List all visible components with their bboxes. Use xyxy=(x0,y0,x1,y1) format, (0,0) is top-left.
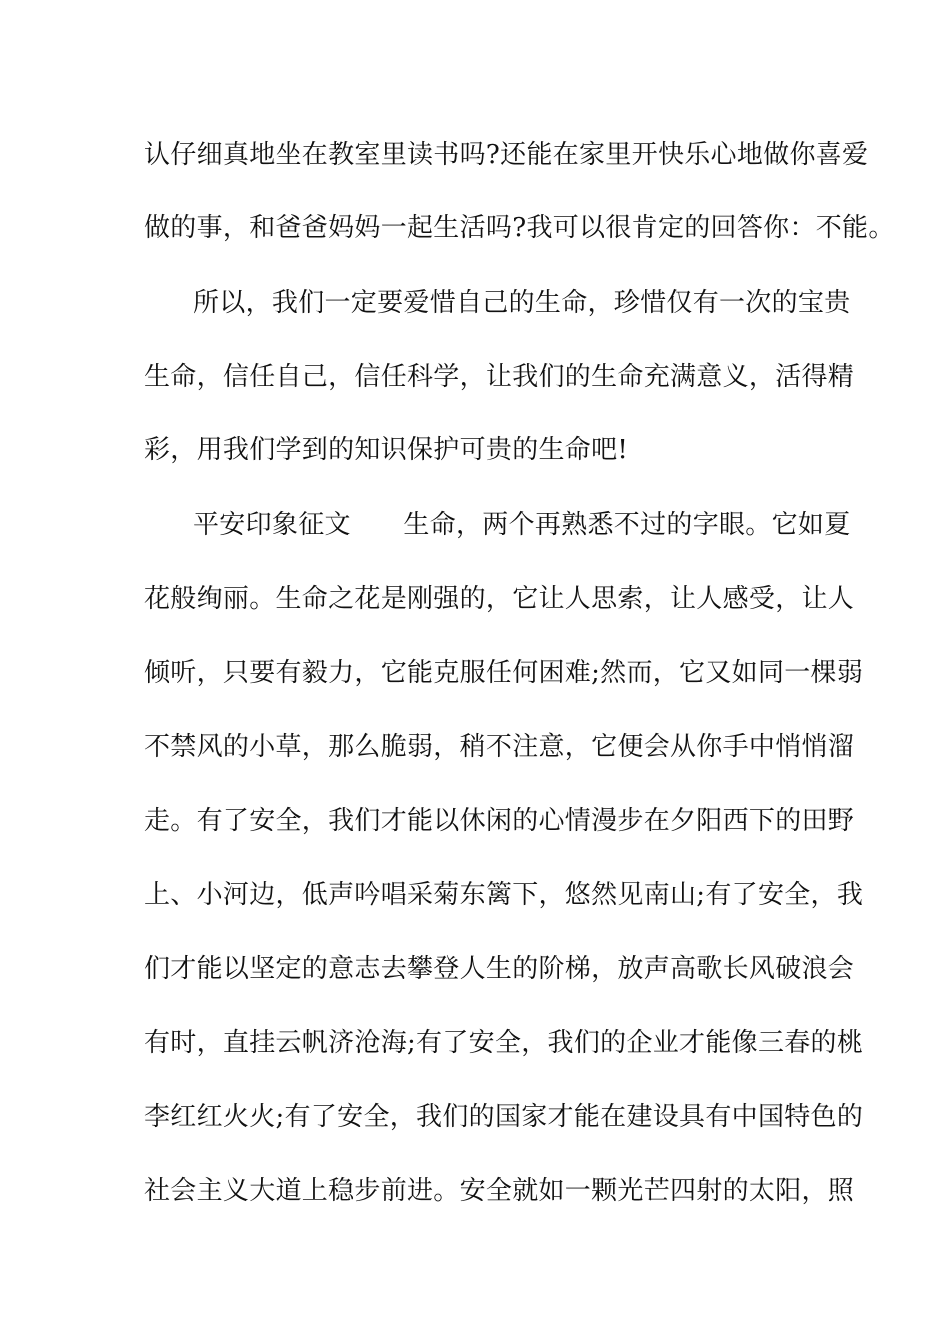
text-line-7: 花般绚丽。生命之花是刚强的，它让人思索，让人感受，让人 xyxy=(144,584,855,614)
text-line-4: 生命，信任自己，信任科学，让我们的生命充满意义，活得精 xyxy=(144,362,855,392)
text-line-10: 走。有了安全，我们才能以休闲的心情漫步在夕阳西下的田野 xyxy=(144,806,855,836)
text-line-14: 李红红火火;有了安全，我们的国家才能在建设具有中国特色的 xyxy=(144,1102,864,1132)
text-line-11: 上、小河边，低声吟唱采菊东篱下，悠然见南山;有了安全，我 xyxy=(144,880,864,910)
text-line-15: 社会主义大道上稳步前进。安全就如一颗光芒四射的太阳，照 xyxy=(144,1176,855,1206)
text-line-9: 不禁风的小草，那么脆弱，稍不注意，它便会从你手中悄悄溜 xyxy=(144,732,855,762)
text-line-5: 彩，用我们学到的知识保护可贵的生命吧! xyxy=(144,435,629,465)
text-line-8: 倾听，只要有毅力，它能克服任何困难;然而，它又如同一棵弱 xyxy=(144,658,864,688)
text-line-2: 做的事，和爸爸妈妈一起生活吗?我可以很肯定的回答你：不能。 xyxy=(144,213,895,243)
paragraph-start-line: 所以，我们一定要爱惜自己的生命，珍惜仅有一次的宝贵 xyxy=(193,288,851,318)
essay-title-line: 平安印象征文 生命，两个再熟悉不过的字眼。它如夏 xyxy=(193,510,851,540)
text-line-1: 认仔细真地坐在教室里读书吗?还能在家里开快乐心地做你喜爱 xyxy=(144,140,869,170)
text-line-12: 们才能以坚定的意志去攀登人生的阶梯，放声高歌长风破浪会 xyxy=(144,954,855,984)
text-line-13: 有时，直挂云帆济沧海;有了安全，我们的企业才能像三春的桃 xyxy=(144,1028,864,1058)
